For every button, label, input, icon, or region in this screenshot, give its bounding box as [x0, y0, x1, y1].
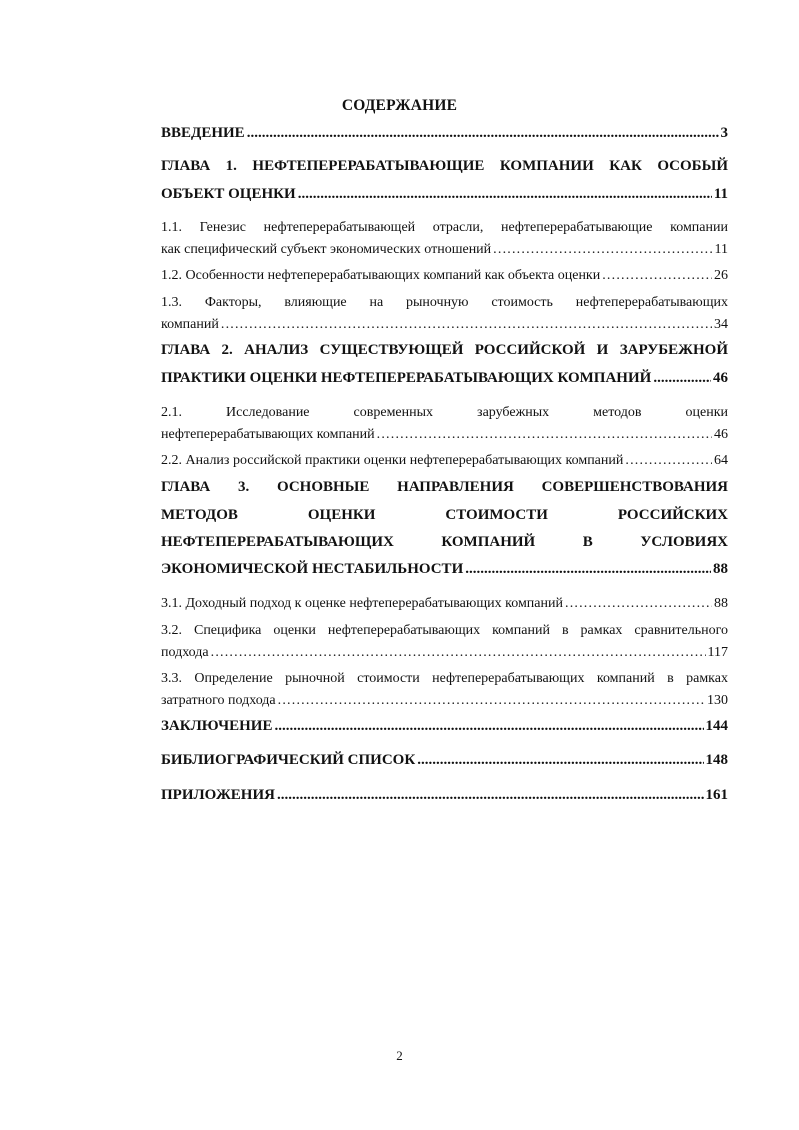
- toc-entry-appendices[interactable]: [161, 787, 728, 809]
- toc-entry-page: 88: [713, 561, 728, 577]
- dot-leader: [211, 645, 706, 661]
- toc-entry-2-1-line2[interactable]: [161, 427, 728, 447]
- toc-entry-page: 26: [714, 268, 728, 283]
- toc-entry-text: 3.1. Доходный подход к оценке нефтеперерабатывающих компаний: [161, 596, 563, 611]
- toc-entry-page: 130: [707, 693, 728, 708]
- toc-entry-bibliography[interactable]: [161, 752, 728, 774]
- toc-entry-1-1-line2[interactable]: [161, 242, 728, 262]
- toc-entry-text: ЗАКЛЮЧЕНИЕ: [161, 718, 273, 734]
- dot-leader: [565, 596, 712, 612]
- toc-entry-page: 34: [714, 317, 728, 332]
- dot-leader: [277, 787, 704, 804]
- dot-leader: [465, 561, 711, 578]
- toc-entry-page: 148: [705, 752, 728, 768]
- page-number: 2: [396, 1048, 403, 1063]
- dot-leader: [493, 242, 712, 258]
- toc-entry-page: 64: [714, 453, 728, 468]
- toc-entry-page: 117: [707, 645, 728, 660]
- toc-entry-1-1-line1[interactable]: 1.1. Генезис нефтеперерабатывающей отрасли, нефтеперерабатывающие компании: [161, 220, 728, 235]
- toc-entry-3-3-line2[interactable]: [161, 693, 728, 713]
- toc-entry-3-2-line1[interactable]: 3.2. Специфика оценки нефтеперерабатывающих компаний в рамках сравнительного: [161, 623, 728, 638]
- toc-entry-chapter-1-line1[interactable]: ГЛАВА 1. НЕФТЕПЕРЕРАБАТЫВАЮЩИЕ КОМПАНИИ КАК ОСОБЫЙ: [161, 158, 728, 174]
- toc-entry-chapter-3-line2[interactable]: МЕТОДОВ ОЦЕНКИ СТОИМОСТИ РОССИЙСКИХ: [161, 507, 728, 523]
- dot-leader: [377, 427, 712, 443]
- toc-entry-chapter-3-line1[interactable]: ГЛАВА 3. ОСНОВНЫЕ НАПРАВЛЕНИЯ СОВЕРШЕНСТВОВАНИЯ: [161, 479, 728, 495]
- toc-entry-3-2-line2[interactable]: [161, 645, 728, 665]
- dot-leader: [278, 693, 705, 709]
- toc-title: СОДЕРЖАНИЕ: [341, 97, 458, 114]
- dot-leader: [625, 453, 712, 469]
- toc-entry-text: ЭКОНОМИЧЕСКОЙ НЕСТАБИЛЬНОСТИ: [161, 561, 464, 577]
- toc-entry-text: ОБЪЕКТ ОЦЕНКИ: [161, 186, 296, 202]
- toc-entry-3-3-line1[interactable]: 3.3. Определение рыночной стоимости нефтеперерабатывающих компаний в рамках: [161, 671, 728, 686]
- toc-entry-text: ВВЕДЕНИЕ: [161, 125, 245, 141]
- dot-leader: [298, 186, 712, 203]
- toc-entry-1-2[interactable]: [161, 268, 728, 288]
- toc-entry-page: 11: [714, 242, 728, 257]
- toc-entry-chapter-2-line1[interactable]: ГЛАВА 2. АНАЛИЗ СУЩЕСТВУЮЩЕЙ РОССИЙСКОЙ И ЗАРУБЕЖНОЙ: [161, 342, 728, 358]
- toc-entry-page: 144: [705, 718, 728, 734]
- toc-entry-text: ПРАКТИКИ ОЦЕНКИ НЕФТЕПЕРЕРАБАТЫВАЮЩИХ КОМПАНИЙ: [161, 370, 652, 386]
- toc-entry-page: 88: [714, 596, 728, 611]
- dot-leader: [221, 317, 712, 333]
- toc-entry-introduction[interactable]: [161, 125, 728, 147]
- toc-entry-1-3-line2[interactable]: [161, 317, 728, 337]
- toc-entry-text: подхода: [161, 645, 209, 660]
- dot-leader: [247, 125, 719, 142]
- toc-entry-chapter-1-line2[interactable]: [161, 186, 728, 208]
- dot-leader: [653, 370, 711, 387]
- toc-entry-1-3-line1[interactable]: 1.3. Факторы, влияющие на рыночную стоимость нефтеперерабатывающих: [161, 295, 728, 310]
- toc-entry-page: 161: [705, 787, 728, 803]
- toc-entry-chapter-3-line4[interactable]: [161, 561, 728, 583]
- toc-entry-text: как специфический субъект экономических отношений: [161, 242, 492, 257]
- toc-entry-text: 2.2. Анализ российской практики оценки нефтеперерабатывающих компаний: [161, 453, 624, 468]
- toc-entry-2-2[interactable]: [161, 453, 728, 473]
- dot-leader: [602, 268, 712, 284]
- toc-entry-text: компаний: [161, 317, 219, 332]
- toc-entry-chapter-2-line2[interactable]: [161, 370, 728, 392]
- toc-entry-page: 46: [713, 370, 728, 386]
- toc-entry-3-1[interactable]: [161, 596, 728, 616]
- toc-entry-conclusion[interactable]: [161, 718, 728, 740]
- toc-entry-page: 3: [720, 125, 728, 141]
- toc-entry-text: нефтеперерабатывающих компаний: [161, 427, 375, 442]
- toc-entry-text: БИБЛИОГРАФИЧЕСКИЙ СПИСОК: [161, 752, 416, 768]
- toc-entry-2-1-line1[interactable]: 2.1. Исследование современных зарубежных методов оценки: [161, 405, 728, 420]
- toc-entry-chapter-3-line3[interactable]: НЕФТЕПЕРЕРАБАТЫВАЮЩИХ КОМПАНИЙ В УСЛОВИЯХ: [161, 534, 728, 550]
- toc-entry-text: ПРИЛОЖЕНИЯ: [161, 787, 275, 803]
- dot-leader: [274, 718, 703, 735]
- dot-leader: [417, 752, 703, 769]
- toc-entry-page: 11: [713, 186, 728, 202]
- toc-entry-page: 46: [714, 427, 728, 442]
- toc-entry-text: 1.2. Особенности нефтеперерабатывающих компаний как объекта оценки: [161, 268, 601, 283]
- toc-entry-text: затратного подхода: [161, 693, 276, 708]
